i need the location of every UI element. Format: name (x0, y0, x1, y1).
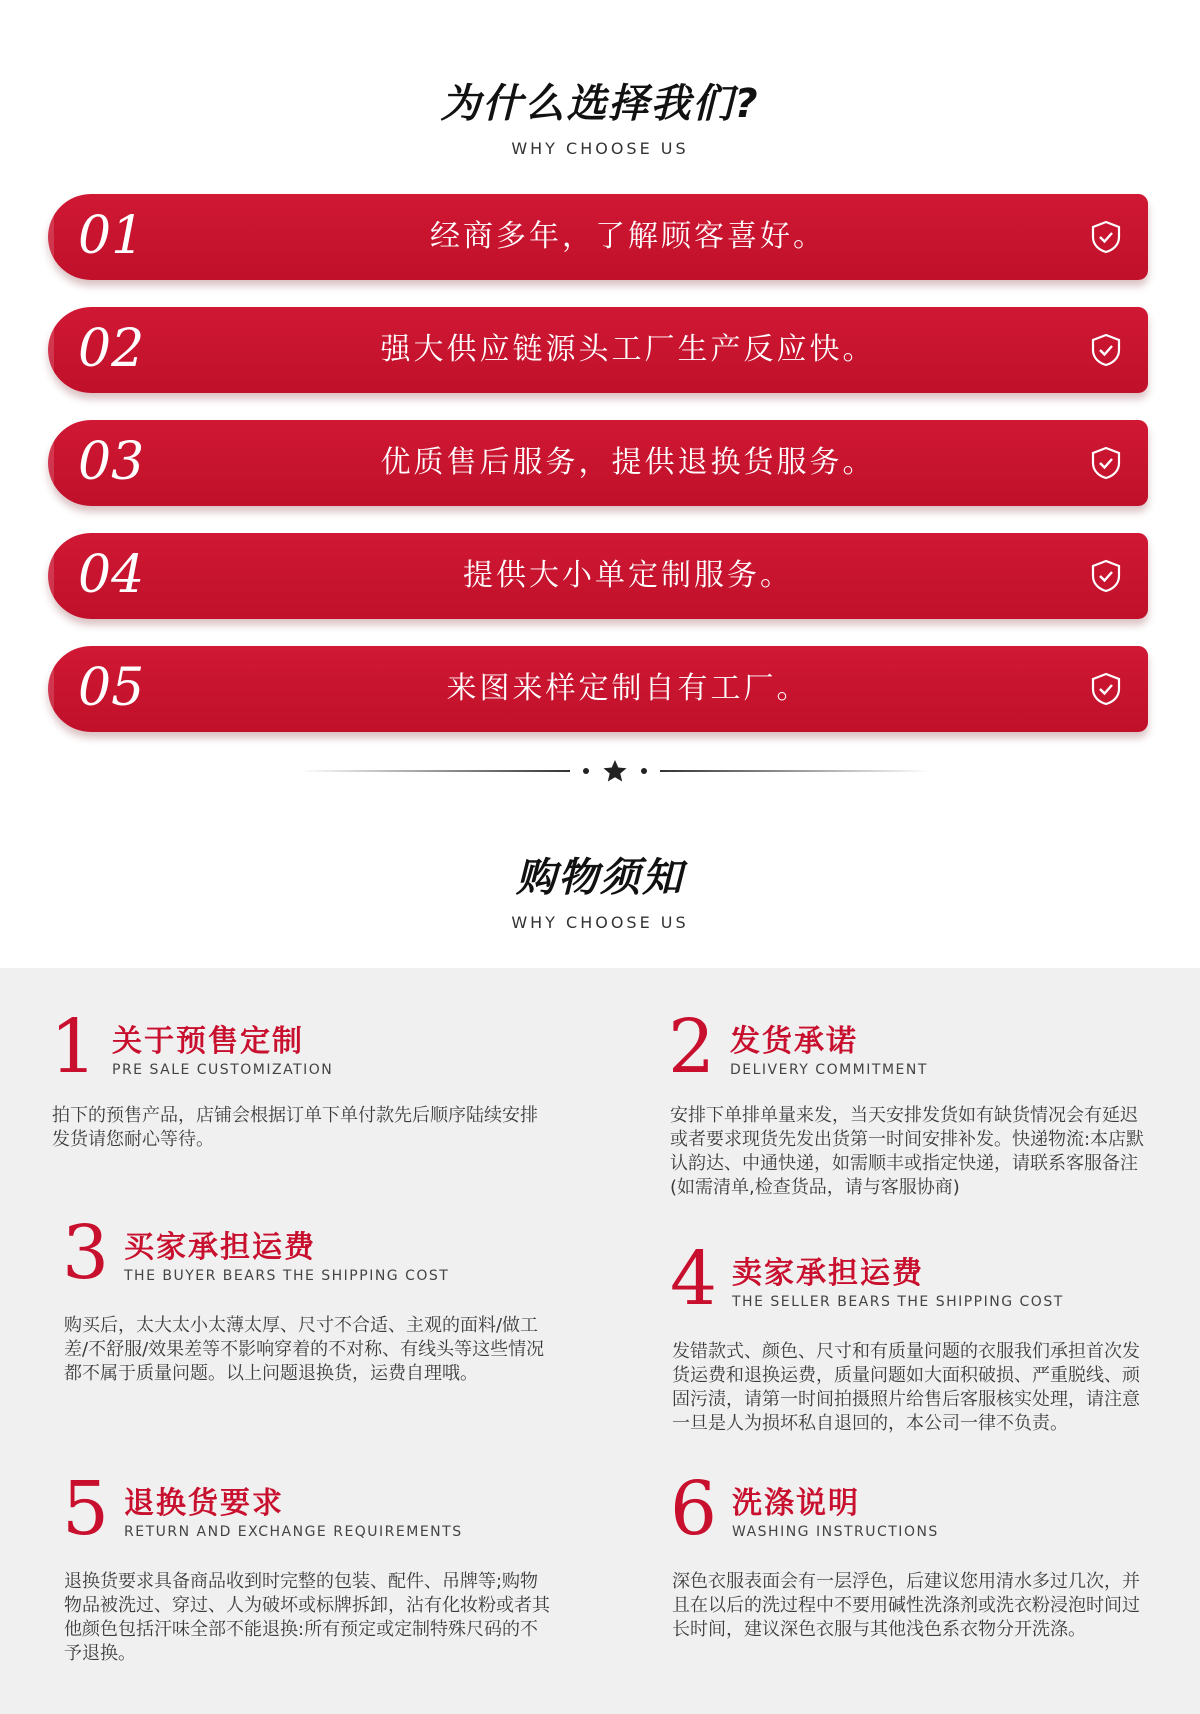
reason-bar (48, 646, 1148, 732)
reason-number: 03 (78, 432, 145, 492)
notice-item-body: 购买后，太大太小太薄太厚、尺寸不合适、主观的面料/做工差/不舒服/效果差等不影响穿着的不对称、有线头等这些情况都不属于质量问题。以上问题退换货，运费自理哦。 (64, 1315, 545, 1384)
reason-bar (48, 420, 1148, 506)
notice-item-body: 退换货要求具备商品收到时完整的包装、配件、吊牌等;购物物品被洗过、穿过、人为破坏或标牌拆卸，沾有化妆粉或者其他颜色包括汗味全部不能退换:所有预定或定制特殊尺码的不予退换。 (64, 1571, 550, 1664)
reason-number: 05 (78, 658, 145, 718)
notice-item-number: 4 (670, 1236, 718, 1322)
notice-item-body: 深色衣服表面会有一层浮色，后建议您用清水多过几次，并且在以后的洗过程中不要用碱性洗涤剂或洗衣粉浸泡时间过长时间，建议深色衣服与其他浅色系衣物分开洗涤。 (672, 1571, 1140, 1640)
reason-number: 01 (78, 206, 145, 266)
notice-item-subtitle: RETURN AND EXCHANGE REQUIREMENTS (124, 1524, 463, 1540)
why-title: 为什么选择我们? (440, 81, 760, 127)
star-icon (604, 760, 627, 782)
notice-title: 购物须知 (516, 855, 684, 901)
shield-check-icon (1090, 446, 1122, 480)
notice-item-subtitle: THE BUYER BEARS THE SHIPPING COST (124, 1268, 450, 1284)
notice-item-subtitle: WASHING INSTRUCTIONS (732, 1524, 939, 1540)
notice-item-number: 6 (670, 1466, 718, 1552)
reason-bar (48, 307, 1148, 393)
notice-item-title: 卖家承担运费 (732, 1256, 924, 1291)
notice-item-title: 关于预售定制 (112, 1024, 304, 1059)
notice-item-body: 拍下的预售产品，店铺会根据订单下单付款先后顺序陆续安排发货请您耐心等待。 (52, 1105, 538, 1150)
notice-item-number: 2 (668, 1004, 716, 1090)
notice-item-body: 发错款式、颜色、尺寸和有质量问题的衣服我们承担首次发货运费和退换运费，质量问题如大面积破损、严重脱线、顽固污渍，请第一时间拍摄照片给售后客服核实处理，请注意一旦是人为损坏私自退回的，本公司一律不负责。 (672, 1341, 1140, 1434)
shield-check-icon (1090, 672, 1122, 706)
notice-item-title: 买家承担运费 (124, 1230, 316, 1265)
shield-check-icon (1090, 559, 1122, 593)
why-choose-us-header (0, 72, 1200, 158)
star-divider (300, 756, 930, 786)
notice-item-subtitle: THE SELLER BEARS THE SHIPPING COST (732, 1294, 1064, 1310)
reason-text: 提供大小单定制服务。 (463, 558, 793, 593)
reason-number: 02 (78, 319, 145, 379)
reason-list (48, 194, 1148, 759)
reason-number: 04 (78, 545, 145, 605)
notice-item-title: 退换货要求 (124, 1486, 284, 1521)
reason-text: 强大供应链源头工厂生产反应快。 (380, 332, 876, 367)
notice-item-subtitle: DELIVERY COMMITMENT (730, 1062, 928, 1078)
notice-item-number: 1 (50, 1004, 98, 1090)
reason-text: 来图来样定制自有工厂。 (446, 671, 810, 706)
notice-item-subtitle: PRE SALE CUSTOMIZATION (112, 1062, 334, 1078)
reason-text: 优质售后服务，提供退换货服务。 (380, 445, 876, 480)
reason-text: 经商多年，了解顾客喜好。 (430, 219, 826, 254)
notice-item-number: 5 (62, 1466, 110, 1552)
shopping-notice-header (0, 846, 1200, 932)
shield-check-icon (1090, 333, 1122, 367)
notice-item-title: 发货承诺 (730, 1024, 858, 1059)
notice-item-title: 洗涤说明 (732, 1486, 860, 1521)
reason-bar (48, 194, 1148, 280)
notice-item-number: 3 (62, 1210, 110, 1296)
notice-subtitle: WHY CHOOSE US (511, 913, 689, 932)
notice-item-body: 安排下单排单量来发，当天安排发货如有缺货情况会有延迟或者要求现货先发出货第一时间安排补发。快递物流:本店默认韵达、中通快递，如需顺丰或指定快递，请联系客服备注(如需清单,检查货品，请与客服协商) (670, 1105, 1145, 1198)
why-subtitle: WHY CHOOSE US (511, 139, 689, 158)
shield-check-icon (1090, 220, 1122, 254)
reason-bar (48, 533, 1148, 619)
